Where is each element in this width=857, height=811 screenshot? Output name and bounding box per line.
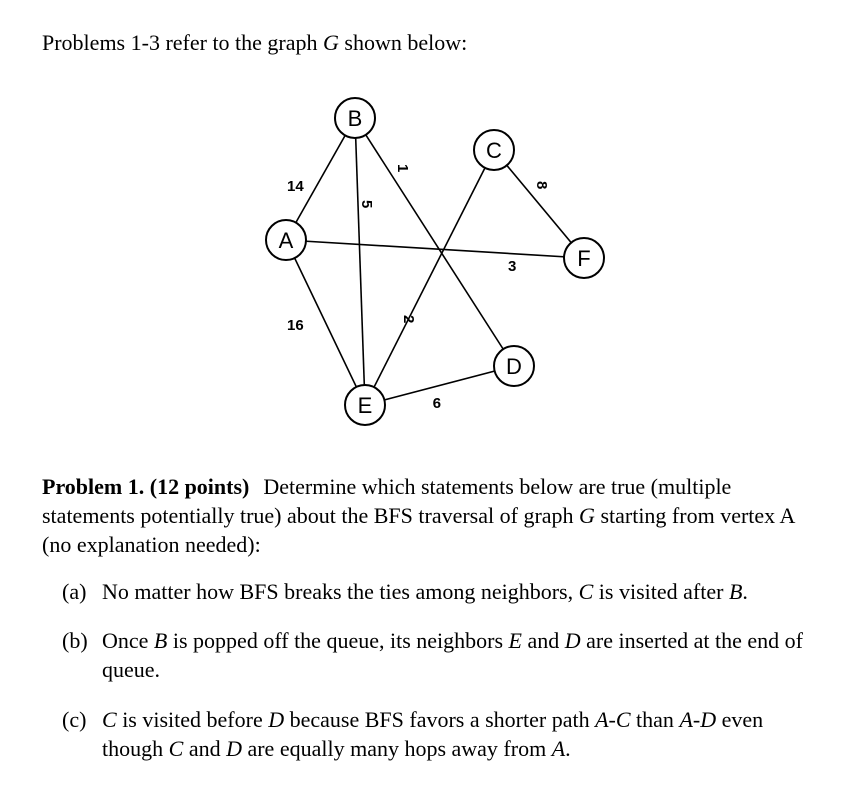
math-var: C (102, 707, 117, 732)
weight-a-e: 16 (287, 317, 304, 334)
math-var: D (564, 628, 581, 653)
node-e (345, 385, 385, 425)
node-f (564, 238, 604, 278)
weight-a-b: 14 (287, 178, 304, 195)
text-part: than (630, 707, 680, 732)
node-a-label: A (278, 228, 294, 253)
math-var: B (728, 579, 743, 604)
statement-a-tag: (a) (62, 579, 87, 604)
problem-1-heading: Problem 1. (12 points) (42, 474, 250, 499)
problem-text: Determine which statements below are true (multiple statements potentially true) about the BFS traversal of graph (42, 474, 732, 528)
node-c (474, 130, 514, 170)
text-part: and (183, 736, 227, 761)
edge-c-e (365, 150, 494, 405)
math-var: B (153, 628, 168, 653)
math-var: A (551, 736, 566, 761)
math-var: E (508, 628, 522, 653)
statement-a (62, 577, 822, 606)
statement-c-tag: (c) (62, 707, 87, 732)
text-part: is visited after (593, 579, 729, 604)
intro-graph-var: G (323, 30, 339, 55)
statement-b-text (102, 626, 822, 684)
weight-b-d: 1 (394, 164, 411, 173)
problem-graph-var: G (579, 503, 595, 528)
text-part: and (521, 628, 565, 653)
math-var: D (226, 736, 242, 761)
problem-1-statement (42, 472, 822, 559)
math-var: A-C (595, 707, 631, 732)
weight-e-d: 9 (432, 394, 441, 411)
text-part: No matter how BFS breaks the ties among neighbors, (102, 579, 579, 604)
intro-text: Problems 1-3 refer to the graph (42, 30, 324, 55)
text-part: is popped off the queue, its neighbors (167, 628, 509, 653)
statement-c (62, 705, 822, 763)
weight-c-e: 2 (400, 315, 417, 324)
text-part: even though (102, 707, 764, 761)
weight-a-f: 3 (508, 258, 517, 275)
text-part: is visited before (116, 707, 269, 732)
node-f-label: F (577, 246, 591, 271)
edge-b-e (355, 118, 365, 405)
math-var: C (168, 736, 184, 761)
problem-text-end: starting from vertex A (no explanation needed): (42, 503, 795, 557)
text-part: are inserted at the end of queue. (102, 628, 803, 682)
statement-b (62, 626, 822, 684)
text-part: . (565, 736, 571, 761)
node-d (494, 346, 534, 386)
node-d-label: D (506, 354, 522, 379)
node-a (266, 220, 306, 260)
text-part: . (742, 579, 748, 604)
text-part: because BFS favors a shorter path (284, 707, 596, 732)
node-b (335, 98, 375, 138)
statement-c-text (102, 705, 822, 763)
math-var: D (268, 707, 285, 732)
text-part: Once (102, 628, 154, 653)
statement-a-text (102, 577, 822, 606)
intro-text-end: shown below: (338, 30, 468, 55)
statement-b-tag: (b) (62, 628, 88, 653)
node-b-label: B (347, 106, 363, 131)
math-var: A-D (679, 707, 717, 732)
edge-c-f (494, 150, 584, 258)
weight-b-e: 5 (358, 200, 375, 209)
node-e-label: E (357, 393, 373, 418)
weight-c-f: 8 (533, 181, 550, 190)
node-c-label: C (486, 138, 502, 163)
math-var: C (578, 579, 594, 604)
text-part: are equally many hops away from (241, 736, 552, 761)
